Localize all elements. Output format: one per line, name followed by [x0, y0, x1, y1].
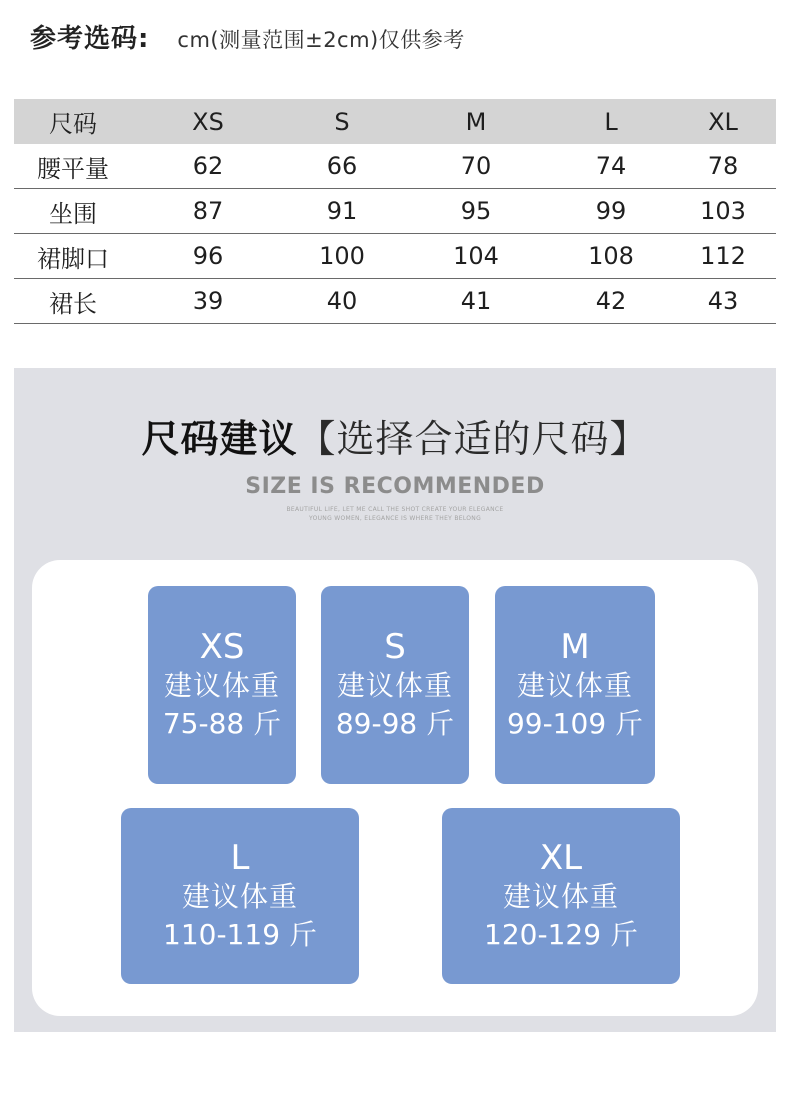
row-label: 裙长	[14, 279, 132, 324]
table-cell: 70	[400, 144, 552, 189]
recommendation-title	[14, 408, 776, 463]
recommendation-tagline: BEAUTIFUL LIFE, LET ME CALL THE SHOT CREATE YOUR ELEGANCE	[286, 506, 504, 513]
card-label: 建议体重	[163, 669, 280, 702]
table-row	[14, 189, 776, 234]
table-cell: 40	[284, 279, 400, 324]
card-label: 建议体重	[336, 669, 453, 702]
recommendation-subtitle: SIZE IS RECOMMENDED	[245, 474, 545, 499]
row-label: 裙脚口	[14, 234, 132, 279]
card-size: XS	[199, 627, 245, 667]
table-cell: 42	[552, 279, 670, 324]
table-row	[14, 144, 776, 189]
size-chart-table	[14, 99, 776, 324]
card-size: L	[230, 838, 250, 878]
size-card-area	[32, 560, 758, 1016]
table-cell: 78	[670, 144, 776, 189]
column-header: M	[400, 99, 552, 144]
reference-title: 参考选码:	[30, 24, 150, 54]
table-cell: 62	[132, 144, 284, 189]
table-row	[14, 234, 776, 279]
card-weight-range: 99-109 斤	[506, 707, 644, 740]
row-label: 腰平量	[14, 144, 132, 189]
table-cell: 74	[552, 144, 670, 189]
recommendation-title-sub: 【选择合适的尺码】	[297, 417, 649, 461]
card-size: XL	[539, 838, 583, 878]
table-row	[14, 279, 776, 324]
card-weight-range: 120-129 斤	[484, 918, 638, 951]
reference-header	[30, 18, 465, 62]
table-cell: 39	[132, 279, 284, 324]
table-cell: 91	[284, 189, 400, 234]
size-card-l	[121, 808, 359, 984]
table-cell: 96	[132, 234, 284, 279]
card-label: 建议体重	[516, 669, 633, 702]
table-cell: 108	[552, 234, 670, 279]
table-cell: 100	[284, 234, 400, 279]
size-card-xs	[148, 586, 296, 784]
card-size: S	[384, 627, 406, 667]
recommendation-tagline: YOUNG WOMEN, ELEGANCE IS WHERE THEY BELONG	[308, 515, 482, 522]
card-label: 建议体重	[502, 880, 619, 913]
table-cell: 95	[400, 189, 552, 234]
size-card-xl	[442, 808, 680, 984]
table-cell: 103	[670, 189, 776, 234]
table-cell: 99	[552, 189, 670, 234]
card-weight-range: 75-88 斤	[162, 707, 282, 740]
size-card-s	[321, 586, 469, 784]
size-card-m	[495, 586, 655, 784]
card-weight-range: 89-98 斤	[335, 707, 455, 740]
table-cell: 41	[400, 279, 552, 324]
row-label: 坐围	[14, 189, 132, 234]
card-weight-range: 110-119 斤	[163, 918, 317, 951]
table-cell: 66	[284, 144, 400, 189]
column-header: L	[552, 99, 670, 144]
card-label: 建议体重	[181, 880, 298, 913]
table-cell: 112	[670, 234, 776, 279]
column-header: 尺码	[14, 99, 132, 144]
card-size: M	[560, 627, 590, 667]
size-recommendation-panel	[14, 368, 776, 1032]
column-header: XS	[132, 99, 284, 144]
column-header: S	[284, 99, 400, 144]
table-cell: 87	[132, 189, 284, 234]
recommendation-title-main: 尺码建议	[141, 417, 298, 461]
table-header-row	[14, 99, 776, 144]
measurement-note: cm(测量范围±2cm)仅供参考	[177, 28, 465, 52]
column-header: XL	[670, 99, 776, 144]
table-cell: 104	[400, 234, 552, 279]
table-cell: 43	[670, 279, 776, 324]
